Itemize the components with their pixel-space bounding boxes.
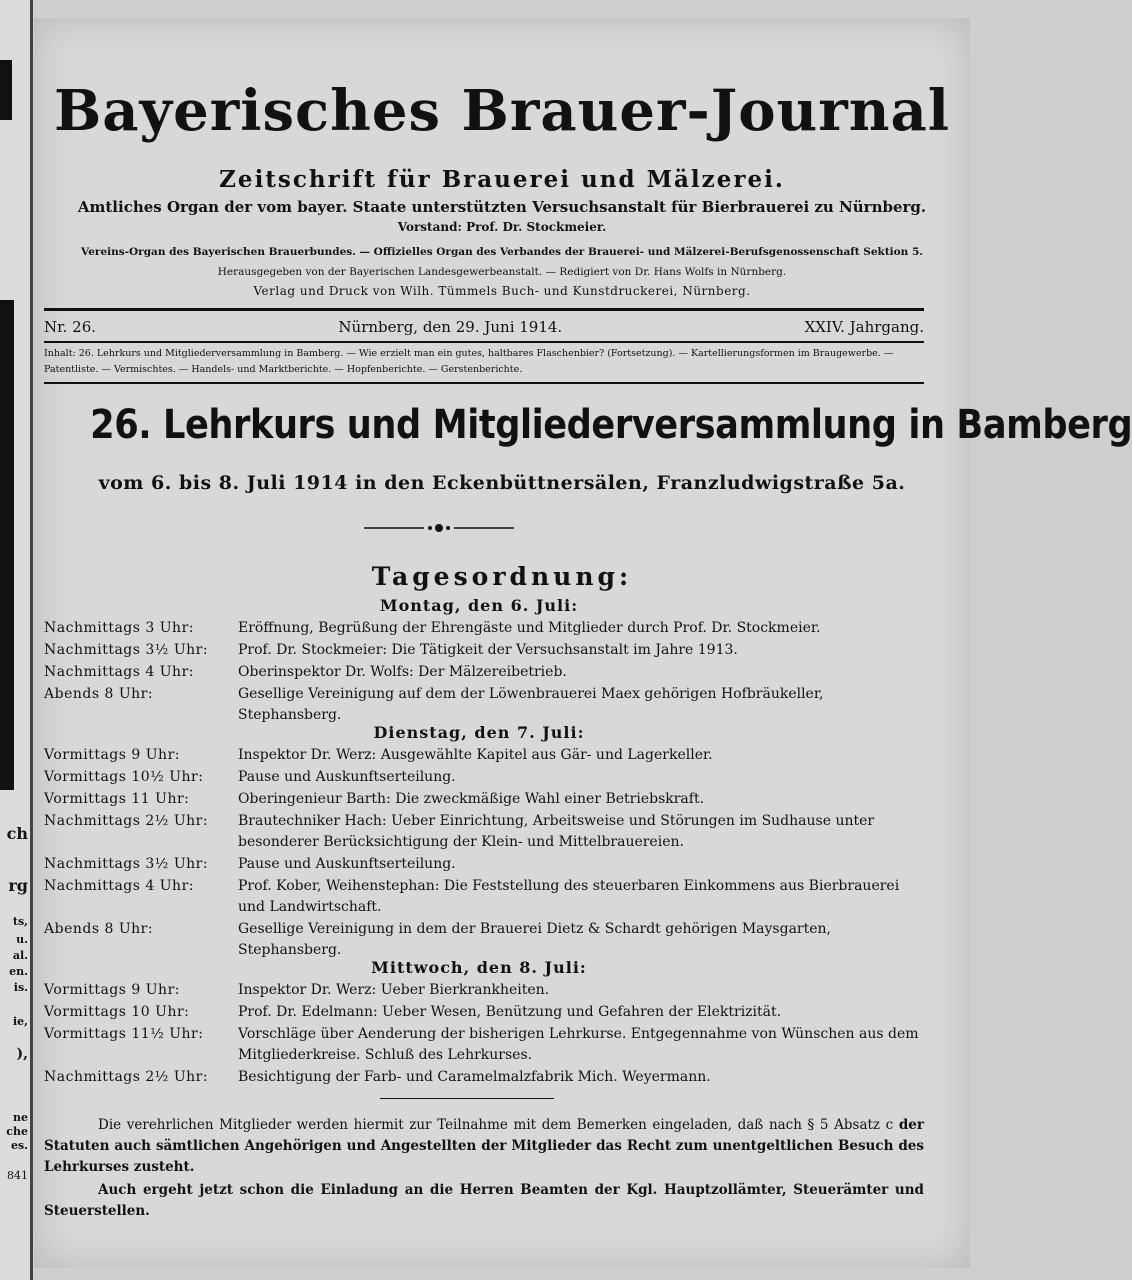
- issue-volume: XXIV. Jahrgang.: [804, 318, 924, 336]
- margin-fragment: is.: [13, 981, 28, 994]
- agenda-time: Nachmittags 3 Uhr:: [44, 620, 194, 636]
- margin-black-bar: [0, 60, 12, 120]
- margin-fragment: es.: [10, 1139, 28, 1152]
- agenda-time: Nachmittags 3½ Uhr:: [44, 856, 209, 872]
- agenda-desc: Gesellige Vereinigung auf dem der Löwenbrauerei Maex gehörigen Hofbräukeller, Stephansberg.: [238, 686, 824, 723]
- agenda-desc: Inspektor Dr. Werz: Ausgewählte Kapitel aus Gär- und Lagerkeller.: [238, 747, 713, 763]
- margin-fragment: ),: [16, 1046, 28, 1062]
- header-rule: [44, 308, 924, 311]
- issue-place-date: Nürnberg, den 29. Juni 1914.: [338, 318, 563, 336]
- agenda-desc: Besichtigung der Farb- und Caramelmalzfabrik Mich. Weyermann.: [238, 1069, 711, 1085]
- margin-fragment: 841: [7, 1169, 28, 1182]
- agenda-time: Abends 8 Uhr:: [44, 921, 154, 937]
- masthead-title: Bayerisches Brauer-Journal: [53, 78, 951, 144]
- margin-fragment: che: [6, 1125, 28, 1138]
- agenda-desc: Gesellige Vereinigung in dem der Brauerei Dietz & Schardt gehörigen Maysgarten, Stephansberg.: [238, 921, 831, 958]
- margin-fragment: en.: [9, 965, 28, 978]
- agenda-desc: Prof. Kober, Weihenstephan: Die Feststellung des steuerbaren Einkommens aus Bierbrauerei und Landwirtschaft.: [238, 878, 900, 915]
- agenda-time: Nachmittags 3½ Uhr:: [44, 642, 209, 658]
- day-heading-tuesday: Dienstag, den 7. Juli:: [373, 723, 585, 742]
- agenda-time: Vormittags 11 Uhr:: [44, 791, 190, 807]
- director-line: Vorstand: Prof. Dr. Stockmeier.: [397, 220, 607, 234]
- article-subheadline: vom 6. bis 8. Juli 1914 in den Eckenbüttnersälen, Franzludwigstraße 5a.: [98, 472, 906, 494]
- margin-fragment: u.: [16, 933, 28, 946]
- issue-number: Nr. 26.: [44, 318, 97, 336]
- closing-text-bold: der Statuten auch sämtlichen Angehörigen und Angestellten der Mitglieder das Recht zum unentgeltlichen Besuch des Lehrkurses zusteht.: [44, 1117, 924, 1175]
- agenda-desc: Prof. Dr. Stockmeier: Die Tätigkeit der Versuchsanstalt im Jahre 1913.: [238, 642, 738, 658]
- margin-fragment: ts,: [12, 915, 28, 928]
- agenda-desc: Oberinspektor Dr. Wolfs: Der Mälzereibetrieb.: [238, 664, 567, 680]
- margin-fragment: ie,: [12, 1015, 28, 1028]
- agenda-time: Abends 8 Uhr:: [44, 686, 154, 702]
- agenda-time: Vormittags 10 Uhr:: [44, 1004, 190, 1020]
- press-line: Verlag und Druck von Wilh. Tümmels Buch- und Kunstdruckerei, Nürnberg.: [253, 284, 751, 298]
- adjacent-page-edge: [0, 0, 33, 1280]
- contents-rule: [44, 382, 924, 384]
- margin-fragment: ne: [13, 1111, 28, 1124]
- margin-black-bar: [0, 300, 14, 790]
- agenda-desc: Oberingenieur Barth: Die zweckmäßige Wahl einer Betriebskraft.: [238, 791, 705, 807]
- association-line: Vereins-Organ des Bayerischen Brauerbundes. — Offizielles Organ des Verbandes der Brauerei- und Mälzerei-Berufsgenossenschaft Sektion 5.: [81, 246, 923, 258]
- agenda-desc: Prof. Dr. Edelmann: Ueber Wesen, Benützung und Gefahren der Elektrizität.: [238, 1004, 782, 1020]
- agenda-time: Nachmittags 2½ Uhr:: [44, 813, 209, 829]
- day-heading-wednesday: Mittwoch, den 8. Juli:: [371, 958, 587, 977]
- agenda-time: Vormittags 9 Uhr:: [44, 747, 180, 763]
- issue-rule: [44, 341, 924, 343]
- ornament-divider: [364, 522, 514, 534]
- agenda-desc: Vorschläge über Aenderung der bisherigen Lehrkurse. Entgegennahme von Wünschen aus dem Mitgliederkreise. Schluß des Lehrkurses.: [238, 1026, 919, 1063]
- margin-fragment: al.: [12, 949, 28, 962]
- issue-line: [44, 318, 924, 336]
- agenda-time: Nachmittags 4 Uhr:: [44, 878, 194, 894]
- day-heading-monday: Montag, den 6. Juli:: [379, 596, 579, 615]
- agenda-time: Nachmittags 2½ Uhr:: [44, 1069, 209, 1085]
- agenda-title: Tagesordnung:: [371, 562, 633, 591]
- closing-paragraph-invitation: [44, 1115, 924, 1178]
- newspaper-page: [34, 18, 1132, 1268]
- closing-paragraph-officials: Auch ergeht jetzt schon die Einladung an die Herren Beamten der Kgl. Hauptzollämter, Steuerämter und Steuerstellen.: [44, 1182, 924, 1219]
- agenda-time: Vormittags 9 Uhr:: [44, 982, 180, 998]
- section-divider: [380, 1098, 554, 1099]
- article-headline: 26. Lehrkurs und Mitgliederversammlung in Bamberg: [90, 402, 1132, 448]
- contents-list: Inhalt: 26. Lehrkurs und Mitgliederversammlung in Bamberg. — Wie erzielt man ein gutes, haltbares Flaschenbier? (Fortsetzung). — Kartellierungsformen im Braugewerbe. — Patentliste. — Vermischtes. — Handels- und Marktberichte. — Hopfenberichte. — Gerstenberichte.: [44, 348, 894, 375]
- masthead-subtitle: Zeitschrift für Brauerei und Mälzerei.: [219, 166, 785, 193]
- publisher-line: Herausgegeben von der Bayerischen Landesgewerbeanstalt. — Redigiert von Dr. Hans Wolfs in Nürnberg.: [217, 266, 787, 278]
- agenda-desc: Eröffnung, Begrüßung der Ehrengäste und Mitglieder durch Prof. Dr. Stockmeier.: [238, 620, 821, 636]
- agenda-time: Nachmittags 4 Uhr:: [44, 664, 194, 680]
- closing-text-plain: Die verehrlichen Mitglieder werden hiermit zur Teilnahme mit dem Bemerken eingeladen, daß nach § 5 Absatz c: [98, 1117, 894, 1133]
- agenda-desc: Inspektor Dr. Werz: Ueber Bierkrankheiten.: [238, 982, 550, 998]
- agenda-time: Vormittags 11½ Uhr:: [44, 1026, 204, 1042]
- margin-fragment: rg: [8, 876, 28, 895]
- agenda-desc: Pause und Auskunftserteilung.: [238, 856, 456, 872]
- agenda-desc: Brautechniker Hach: Ueber Einrichtung, Arbeitsweise und Störungen im Sudhause unter besonderer Berücksichtigung der Klein- und Mittelbrauereien.: [238, 813, 875, 850]
- official-organ-line: Amtliches Organ der vom bayer. Staate unterstützten Versuchsanstalt für Bierbrauerei zu Nürnberg.: [77, 198, 927, 216]
- agenda-time: Vormittags 10½ Uhr:: [44, 769, 204, 785]
- margin-fragment: ch: [6, 824, 28, 843]
- agenda-desc: Pause und Auskunftserteilung.: [238, 769, 456, 785]
